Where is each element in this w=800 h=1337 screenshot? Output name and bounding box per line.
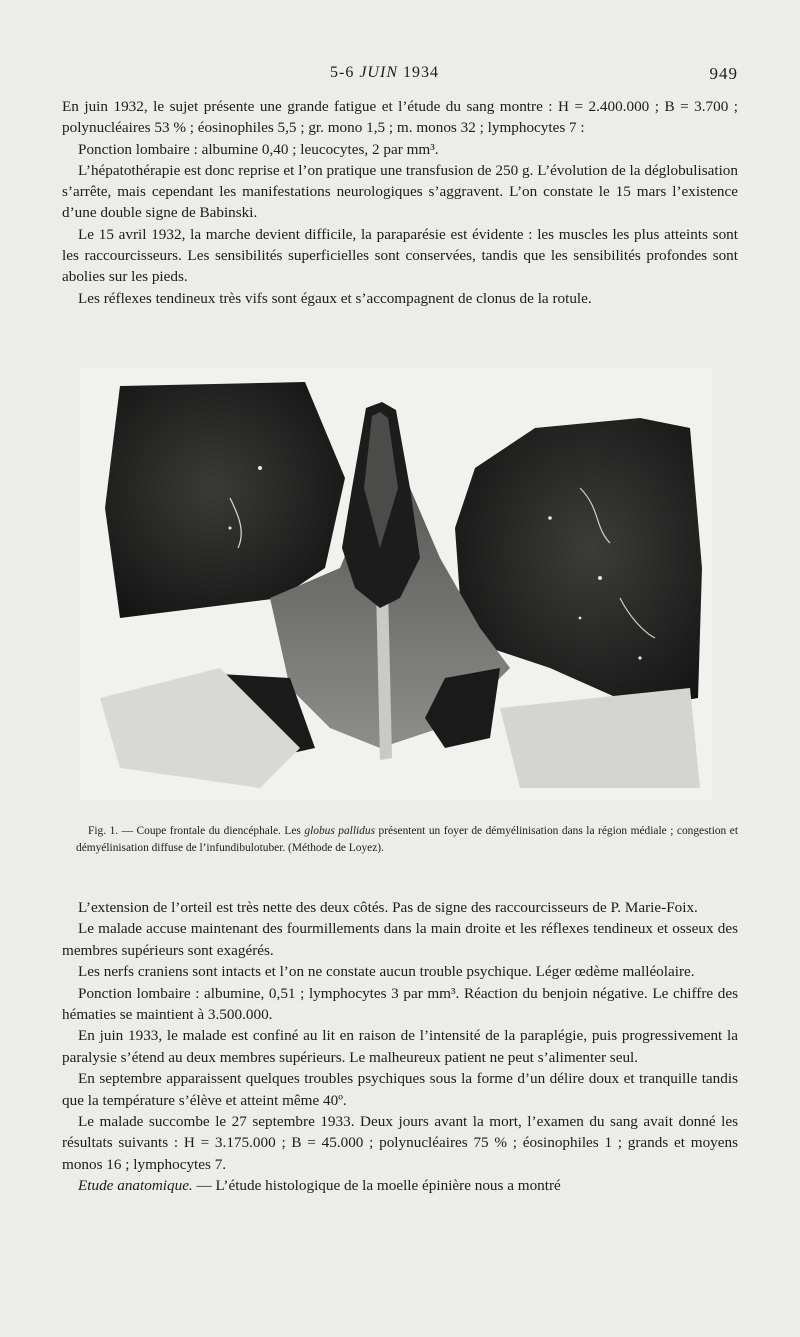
- brain-section-figure: [80, 368, 712, 800]
- paragraph: Le malade accuse maintenant des fourmillements dans la main droite et les réflexes tendineux et osseux des membres supérieurs sont exagérés.: [62, 920, 738, 959]
- issue-date: [330, 64, 439, 82]
- paragraph: Le malade succombe le 27 septembre 1933. Deux jours avant la mort, l’examen du sang avait donné les résultats suivants : H = 3.175.000 ; B = 45.000 ; polynucléaires 75 % ; éosinophiles 1 ; grands et moyens monos 16 ; lymphocytes 7.: [62, 1113, 738, 1173]
- paragraph: Ponction lombaire : albumine 0,40 ; leucocytes, 2 par mm³.: [78, 140, 439, 158]
- figure-caption-text: [76, 823, 738, 857]
- paragraph: L’extension de l’orteil est très nette des deux côtés. Pas de signe des raccourcisseurs de P. Marie-Foix.: [78, 899, 698, 916]
- paragraph: [62, 1175, 738, 1196]
- bottom-text-block: [62, 897, 738, 1197]
- paragraph: L’hépatothérapie est donc reprise et l’on pratique une transfusion de 250 g. L’évolution de la déglobulisation s’arrête, mais cependant les manifestations neurologiques s’aggravent. L’on constate le 15 mars l’existence d’une double signe de Babinski.: [62, 161, 738, 222]
- issue-date-year: 1934: [402, 64, 439, 81]
- paragraph: Ponction lombaire : albumine, 0,51 ; lymphocytes 3 par mm³. Réaction du benjoin négative. Le chiffre des hématies se maintient à 3.500.000.: [62, 984, 738, 1024]
- running-head: [0, 64, 800, 86]
- page-number: 949: [709, 64, 738, 83]
- paragraph: En juin 1932, le sujet présente une grande fatigue et l’étude du sang montre : H = 2.400.000 ; B = 3.700 ; polynucléaires 53 % ; éosinophiles 5,5 ; gr. mono 1,5 ; m. monos 32 ; lymphocytes 7 :: [62, 98, 738, 137]
- top-text-block: [62, 96, 738, 309]
- caption-lead: Fig. 1. — Coupe frontale du diencéphale. Les: [88, 825, 301, 837]
- paragraph: En septembre apparaissent quelques troubles psychiques sous la forme d’un délire doux et tranquille tandis que la température s’élève et atteint même 40º.: [62, 1070, 738, 1109]
- figure-caption: [76, 823, 738, 857]
- paragraph: En juin 1933, le malade est confiné au lit en raison de l’intensité de la paraplégie, puis progressivement la paralysie s’étend au deux membres supérieurs. Le malheureux patient ne peut s’alimenter seul.: [62, 1027, 738, 1066]
- issue-date-days: 5-6: [330, 64, 355, 81]
- paragraph: Les nerfs craniens sont intacts et l’on ne constate aucun trouble psychique. Léger œdème malléolaire.: [78, 963, 695, 981]
- section-heading-italic: Etude anatomique.: [78, 1177, 193, 1195]
- issue-date-month: JUIN: [359, 64, 398, 81]
- paragraph: Les réflexes tendineux très vifs sont égaux et s’accompagnent de clonus de la rotule.: [78, 289, 592, 307]
- paragraph: Le 15 avril 1932, la marche devient difficile, la paraparésie est évidente : les muscles les plus atteints sont les raccourcisseurs. Les sensibilités superficielles sont conservées, tandis que les sensibilités profondes sont abolies sur les pieds.: [62, 225, 738, 286]
- section-heading-rest: — L’étude histologique de la moelle épinière nous a montré: [196, 1177, 561, 1195]
- caption-rest: présentent un foyer de démyélinisation dans la région médiale ; congestion et démyélinisation diffuse de l’infundibulotuber. (Méthode de Loyez).: [76, 825, 738, 854]
- brain-section-image: [80, 368, 712, 800]
- caption-italic-term: globus pallidus: [304, 825, 375, 837]
